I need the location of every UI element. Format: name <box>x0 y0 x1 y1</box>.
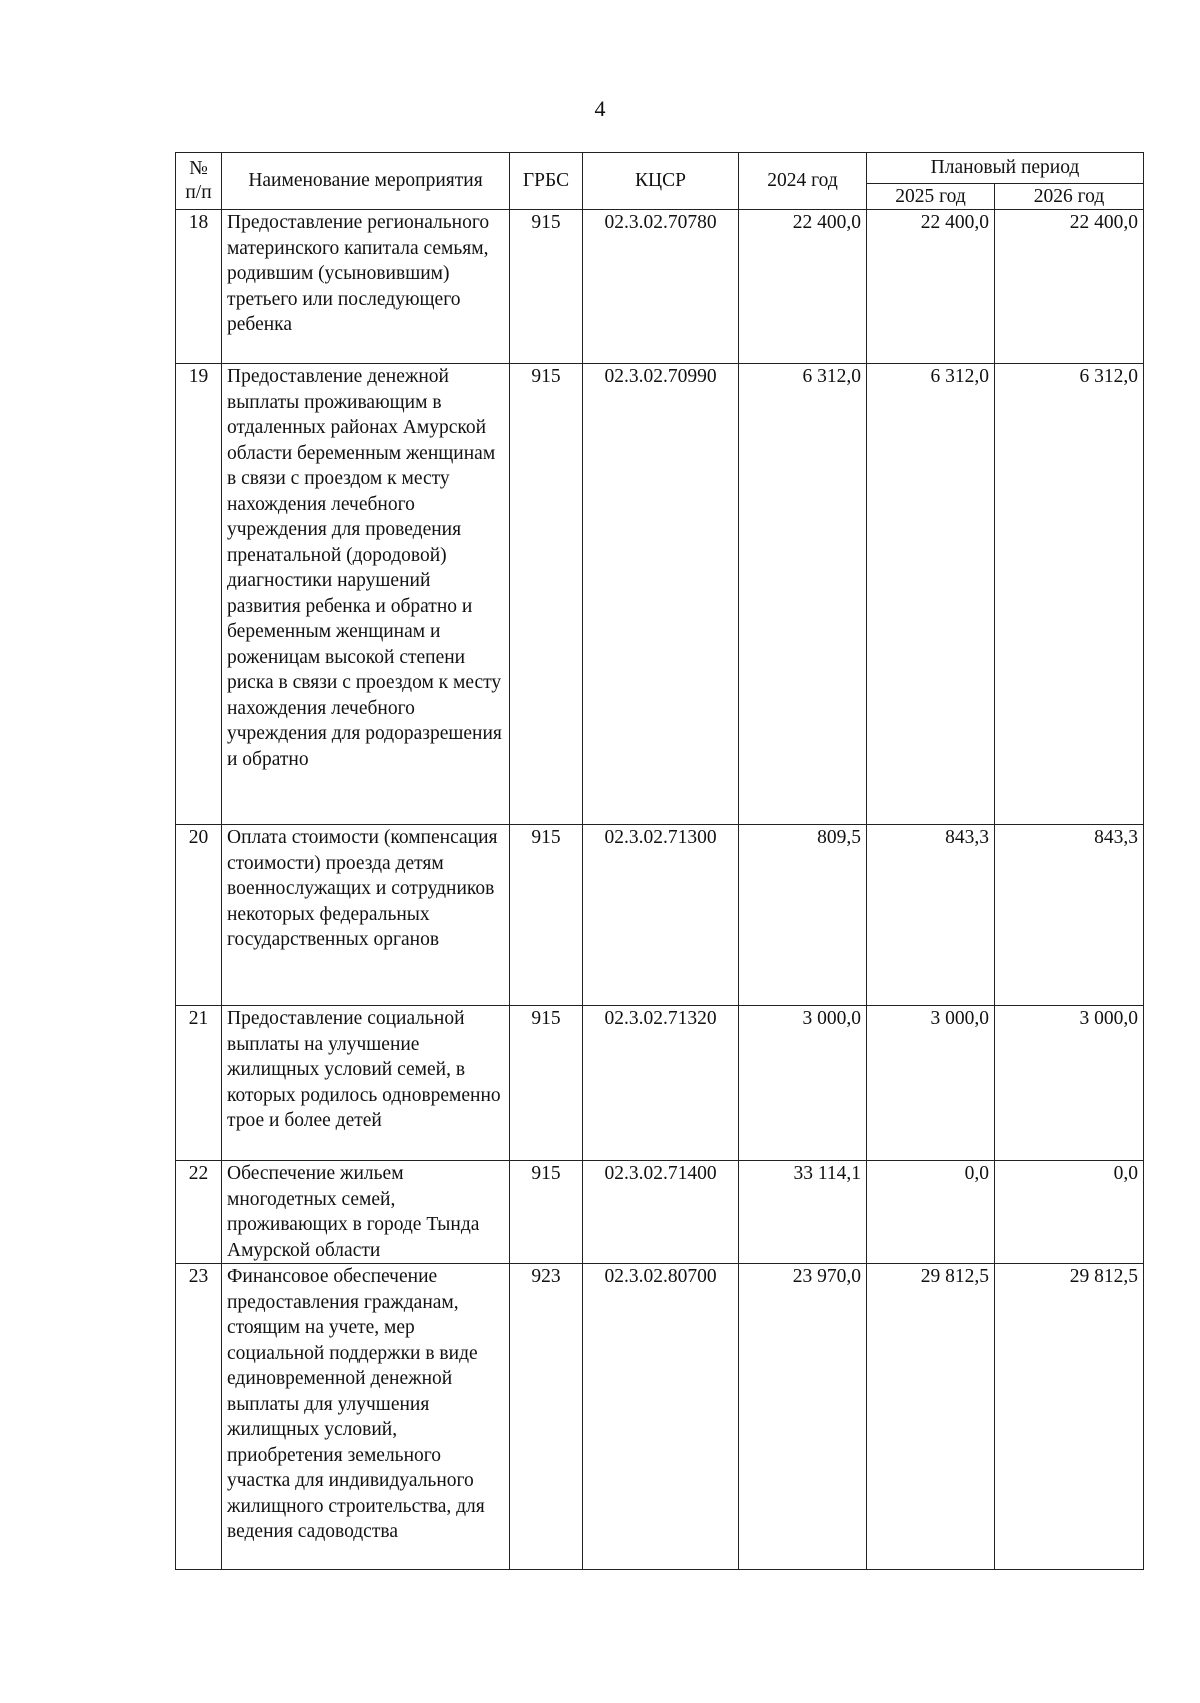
row-number: 23 <box>176 1264 222 1570</box>
row-number: 20 <box>176 825 222 1006</box>
grbs-code: 923 <box>510 1264 583 1570</box>
header-2025: 2025 год <box>867 184 995 210</box>
header-name: Наименование мероприятия <box>222 153 510 210</box>
table-row <box>176 1161 1144 1264</box>
grbs-code: 915 <box>510 825 583 1006</box>
value-2025: 22 400,0 <box>867 210 995 364</box>
budget-table <box>175 152 1144 1570</box>
value-2026: 843,3 <box>995 825 1144 1006</box>
header-2026: 2026 год <box>995 184 1144 210</box>
event-name: Предоставление социальной выплаты на улучшение жилищных условий семей, в которых родилось одновременно трое и более детей <box>222 1006 510 1161</box>
header-2024: 2024 год <box>739 153 867 210</box>
row-number: 22 <box>176 1161 222 1264</box>
table-row <box>176 825 1144 1006</box>
value-2024: 6 312,0 <box>739 364 867 825</box>
kcsr-code: 02.3.02.80700 <box>583 1264 739 1570</box>
row-number: 21 <box>176 1006 222 1161</box>
kcsr-code: 02.3.02.70780 <box>583 210 739 364</box>
kcsr-code: 02.3.02.70990 <box>583 364 739 825</box>
value-2024: 22 400,0 <box>739 210 867 364</box>
table-row <box>176 1006 1144 1161</box>
row-number: 19 <box>176 364 222 825</box>
kcsr-code: 02.3.02.71400 <box>583 1161 739 1264</box>
value-2026: 3 000,0 <box>995 1006 1144 1161</box>
header-kcsr: КЦСР <box>583 153 739 210</box>
value-2026: 0,0 <box>995 1161 1144 1264</box>
value-2024: 33 114,1 <box>739 1161 867 1264</box>
grbs-code: 915 <box>510 210 583 364</box>
event-name: Предоставление денежной выплаты проживающим в отдаленных районах Амурской области беременным женщинам в связи с проездом к месту нахождения лечебного учреждения для проведения пренатальной (дородовой) диагностики нарушений развития ребенка и обратно и беременным женщинам и роженицам высокой степени риска в связи с проездом к месту нахождения лечебного учреждения для родоразрешения и обратно <box>222 364 510 825</box>
page-number: 4 <box>594 96 606 121</box>
value-2025: 29 812,5 <box>867 1264 995 1570</box>
value-2025: 6 312,0 <box>867 364 995 825</box>
header-planned-period: Плановый период <box>867 153 1144 184</box>
row-number: 18 <box>176 210 222 364</box>
event-name: Оплата стоимости (компенсация стоимости) проезда детям военнослужащих и сотрудников некоторых федеральных государственных органов <box>222 825 510 1006</box>
event-name: Предоставление регионального материнского капитала семьям, родившим (усыновившим) третьего или последующего ребенка <box>222 210 510 364</box>
value-2026: 22 400,0 <box>995 210 1144 364</box>
grbs-code: 915 <box>510 364 583 825</box>
value-2024: 23 970,0 <box>739 1264 867 1570</box>
value-2024: 809,5 <box>739 825 867 1006</box>
value-2025: 843,3 <box>867 825 995 1006</box>
value-2025: 0,0 <box>867 1161 995 1264</box>
value-2026: 6 312,0 <box>995 364 1144 825</box>
header-number: № п/п <box>176 153 222 210</box>
value-2026: 29 812,5 <box>995 1264 1144 1570</box>
table-row <box>176 364 1144 825</box>
kcsr-code: 02.3.02.71320 <box>583 1006 739 1161</box>
grbs-code: 915 <box>510 1161 583 1264</box>
kcsr-code: 02.3.02.71300 <box>583 825 739 1006</box>
grbs-code: 915 <box>510 1006 583 1161</box>
value-2025: 3 000,0 <box>867 1006 995 1161</box>
event-name: Обеспечение жильем многодетных семей, проживающих в городе Тында Амурской области <box>222 1161 510 1264</box>
table-row <box>176 1264 1144 1570</box>
header-grbs: ГРБС <box>510 153 583 210</box>
table-row <box>176 210 1144 364</box>
event-name: Финансовое обеспечение предоставления гражданам, стоящим на учете, мер социальной поддержки в виде единовременной денежной выплаты для улучшения жилищных условий, приобретения земельного участка для индивидуального жилищного строительства, для ведения садоводства <box>222 1264 510 1570</box>
value-2024: 3 000,0 <box>739 1006 867 1161</box>
